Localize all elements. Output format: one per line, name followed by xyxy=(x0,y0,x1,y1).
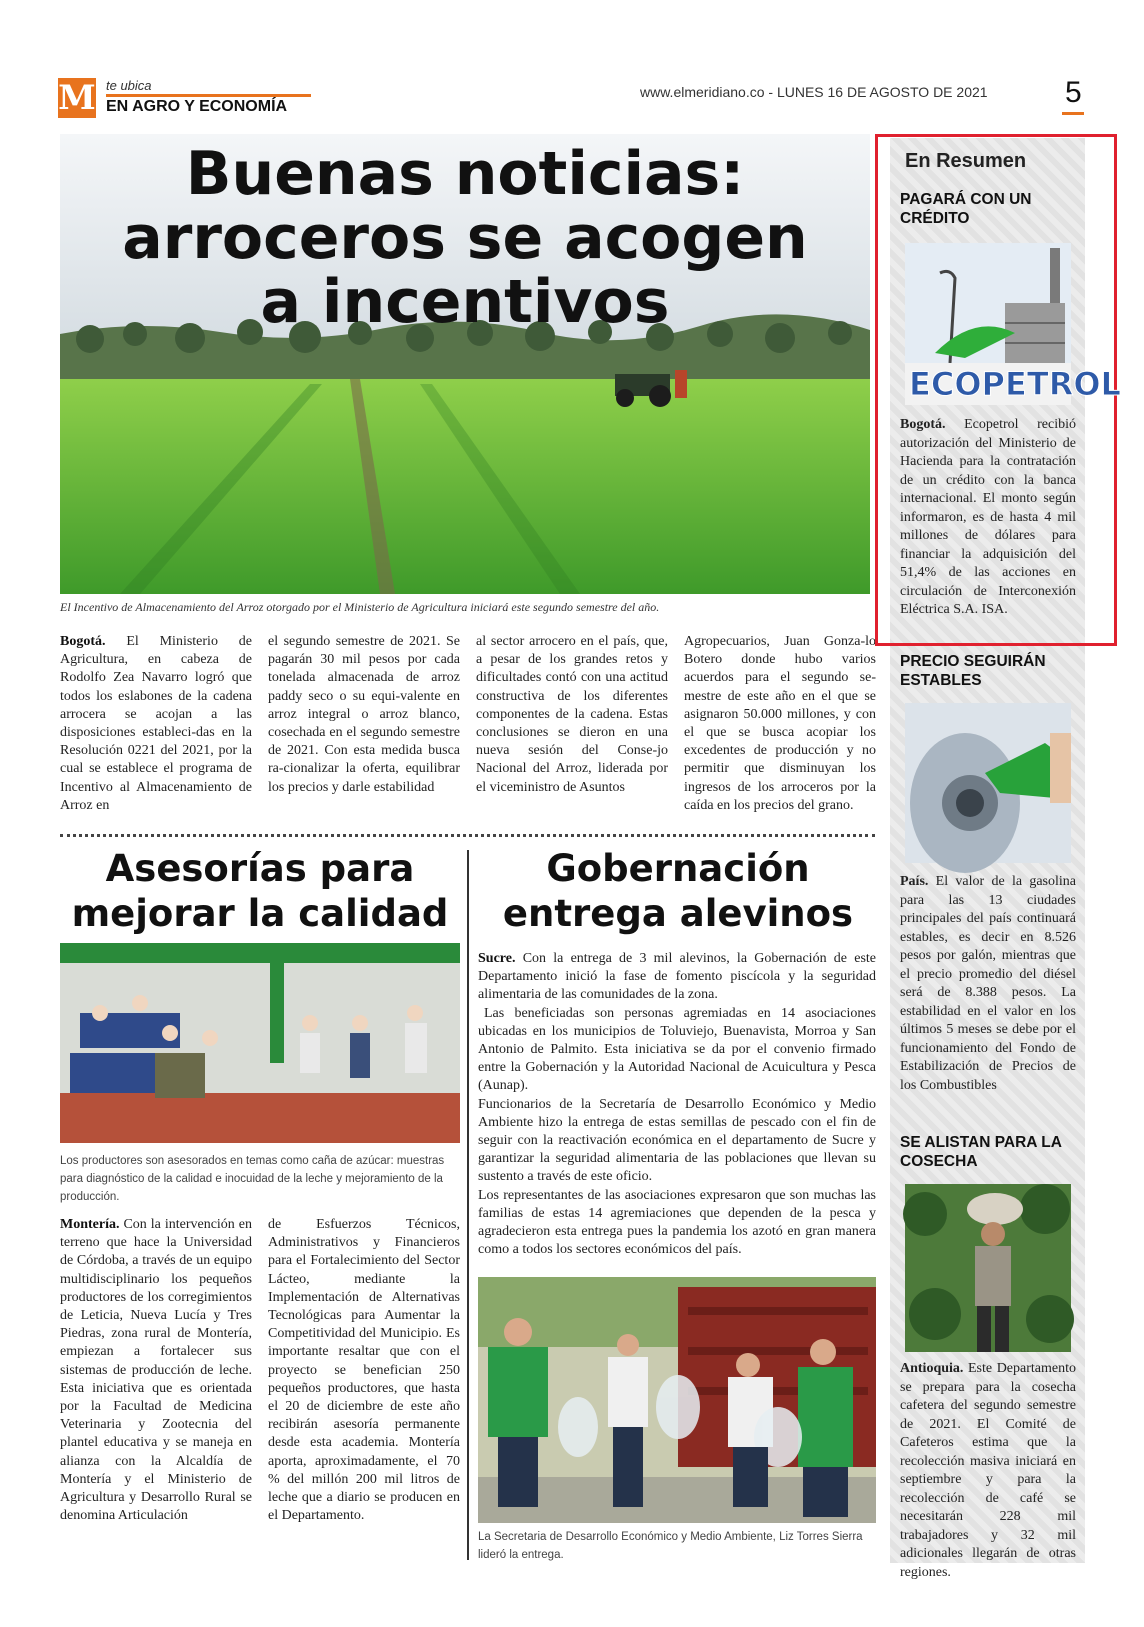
sidebar-item-heading: PRECIO SEGUIRÁN ESTABLES xyxy=(900,653,1046,689)
asesorias-column xyxy=(60,1216,252,1525)
ecopetrol-photo xyxy=(905,243,1121,405)
alevinos-headline-line: Gobernación xyxy=(546,847,810,890)
item-text: Este Departamento se prepara para la cosecha cafetera del segundo semestre de 2021. El Comité de Cafeteros estima que la recolección masiva iniciará en septiembre y para la recolección de café se necesitarán 228 mil trabajadores y 32 mil adicionales llegarán de otras regiones. xyxy=(900,1361,1076,1580)
main-headline-line: arroceros se acogen xyxy=(122,203,808,273)
training-session-photo xyxy=(60,943,460,1143)
fingerling-delivery-photo xyxy=(478,1277,876,1523)
asesorias-headline xyxy=(60,846,460,936)
alevinos-paragraph: Las beneficiadas son personas agremiadas en 14 asociaciones ubicadas en los municipios de Toluviejo, Buenavista, Morroa y San Antonio de Palmito. Esta iniciativa se da por el convenio firmado entre la Gobernación y la Autoridad Nacional de Acuicultura y Pesca (Aunap). xyxy=(478,1005,876,1094)
main-photo-caption: El Incentivo de Almacenamiento del Arroz otorgado por el Ministerio de Agricultura iniciará este segundo semestre del año. xyxy=(60,600,660,614)
alevinos-headline xyxy=(478,846,878,936)
item-text: El valor de la gasolina para las 13 ciudades principales del país continuará estables, es decir en 8.526 pesos por galón, mientras que el precio promedio del diésel será de 8.388 pesos. La estabilidad en el valor en los últimos 5 meses se debe por el funcionamiento del Fondo de Estabilización de Precios de los Combustibles xyxy=(900,874,1076,1093)
sidebar-item-text xyxy=(900,1360,1076,1582)
svg-text:ECOPETROL: ECOPETROL xyxy=(909,365,1121,403)
column-text: El Ministerio de Agricultura, en cabeza de Rodolfo Zea Navarro logró que todos los eslabones de la cadena arrocera se acojan a las disposiciones estableci-das en la Resolución 0221 del 2021, por la cual se establece el programa de Incentivo al Almacenamiento de Arroz en xyxy=(60,634,252,813)
alevinos-paragraph: Los representantes de las asociaciones expresaron que son muchas las familias de estas 14 agremiaciones que dependen de la pesca y agradecieron esta entrega pues la pandemia los azotó en gran manera como a todos los sectores económicos del país. xyxy=(478,1187,876,1258)
column-text: de Esfuerzos Técnicos, Administrativos y Financieros para el Fortalecimiento del Sector Lácteo, mediante la Implementación de Alternativas Tecnológicas para Aumentar la Competitividad del Municipio. Es importante resaltar que con el proyecto se benefician 250 pequeños productores, que hasta el 20 de diciembre de este año recibirán asesoría permanente desde esta academia. Montería aporta, aproximadamente, el 70 % del millón 200 mil litros de leche que a diario se producen en el Departamento. xyxy=(268,1217,460,1524)
section-rule xyxy=(106,94,311,97)
sidebar-item-heading: SE ALISTAN PARA LA COSECHA xyxy=(900,1134,1062,1170)
main-headline-line: Buenas noticias: xyxy=(185,139,745,209)
section-kicker: te ubica xyxy=(106,78,152,93)
dateline-lead: País. xyxy=(900,874,929,889)
dateline-lead: Sucre. xyxy=(478,951,516,966)
main-story-column xyxy=(60,633,252,815)
sidebar-item-heading: PAGARÁ CON UN CRÉDITO xyxy=(900,191,1032,227)
dateline: www.elmeridiano.co - LUNES 16 DE AGOSTO DE 2021 xyxy=(640,84,988,100)
main-headline-line: a incentivos xyxy=(260,267,670,337)
column-text: el segundo semestre de 2021. Se pagarán 30 mil pesos por cada tonelada almacenada de arroz paddy seco o su equi-valente en arroz integral o arroz blanco, cosechada en el segundo semestre de 2021. Con esta medida busca ra-cionalizar la oferta, equilibrar los precios y darle estabilidad xyxy=(268,634,460,795)
asesorias-photo-caption: Los productores son asesorados en temas como caña de azúcar: muestras para diagnóstico de la calidad e inocuidad de la leche y mejoramiento de la producción. xyxy=(60,1155,445,1203)
sidebar-item-text xyxy=(900,416,1076,620)
asesorias-column xyxy=(268,1216,460,1525)
alevinos-photo-caption: La Secretaria de Desarrollo Económico y Medio Ambiente, Liz Torres Sierra lideró la entrega. xyxy=(478,1531,863,1561)
alevinos-paragraph xyxy=(478,950,876,1005)
dateline-lead: Antioquia. xyxy=(900,1361,964,1376)
coffee-harvest-photo xyxy=(905,1184,1071,1352)
newspaper-logo: M xyxy=(58,78,96,118)
sidebar-item-text xyxy=(900,873,1076,1095)
main-story-column xyxy=(268,633,460,797)
column-text: Con la intervención en terreno que hace la Universidad de Córdoba, a través de un equipo multidisciplinario los pequeños productores de los corregimientos de Leticia, Nueva Lucía y Tres Piedras, zona rural de Montería, empiezan a fortalecer sus sistemas de producción de leche. Esta iniciativa que es orientada por la Facultad de Medicina Veterinaria y Zootecnia del plantel educativa y se maneja en alianza con la Alcaldía de Montería y el Ministerio de Agricultura y Desarrollo Rural se denomina Articulación xyxy=(60,1217,252,1524)
paragraph-text: Con la entrega de 3 mil alevinos, la Gobernación de este Departamento inició la fase de fomento piscícola y la seguridad alimentaria de las comunidades de la zona. xyxy=(478,951,876,1003)
item-text: Ecopetrol recibió autorización del Ministerio de Hacienda para la contratación de un crédito con la banca internacional. El monto según informaron, es de hasta 4 mil millones de dólares para financiar la adquisición del 51,4% de las acciones en circulación de Interconexión Eléctrica S.A. ISA. xyxy=(900,417,1076,617)
asesorias-headline-line: mejorar la calidad xyxy=(71,892,449,935)
page-number: 5 xyxy=(1065,76,1082,109)
alevinos-headline-line: entrega alevinos xyxy=(502,892,854,935)
dateline-lead: Bogotá. xyxy=(60,634,106,649)
alevinos-paragraph: Funcionarios de la Secretaría de Desarrollo Económico y Medio Ambiente hizo la entrega de estas semillas de pescado con el fin de seguir con la reactivación económica en el departamento de Sucre y garantizar la seguridad alimentaria de las poblaciones que llevan su sustento a través de este oficio. xyxy=(478,1096,876,1185)
column-divider xyxy=(467,850,469,1560)
dateline-lead: Bogotá. xyxy=(900,417,946,432)
dateline-lead: Montería. xyxy=(60,1217,120,1232)
sidebar-title: En Resumen xyxy=(905,150,1027,172)
main-story-column xyxy=(476,633,668,797)
asesorias-headline-line: Asesorías para xyxy=(105,847,415,890)
main-headline xyxy=(60,139,870,337)
alevinos-text xyxy=(478,950,876,1259)
main-story-column xyxy=(684,633,876,815)
page-number-rule xyxy=(1062,112,1084,115)
section-title: EN AGRO Y ECONOMÍA xyxy=(106,98,288,115)
fuel-nozzle-photo xyxy=(905,703,1071,863)
column-text: Agropecuarios, Juan Gonza-lo Botero donde hubo varios acuerdos para el segundo se-mestre de este año en el que se asignaron 50.000 millones, y con el que se busca acopiar los excedentes de producción y no permitir que disminuyan los ingresos de los arroceros por la caída en los precios del grano. xyxy=(684,634,876,813)
column-text: al sector arrocero en el país, que, a pesar de los grandes retos y dificultades contó con una actitud constructiva de los diferentes componentes de la cadena. Estas conclusiones se dieron en una nueva sesión del Conse-jo Nacional del Arroz, liderada por el viceministro de Asuntos xyxy=(476,634,668,795)
section-divider xyxy=(60,834,875,837)
